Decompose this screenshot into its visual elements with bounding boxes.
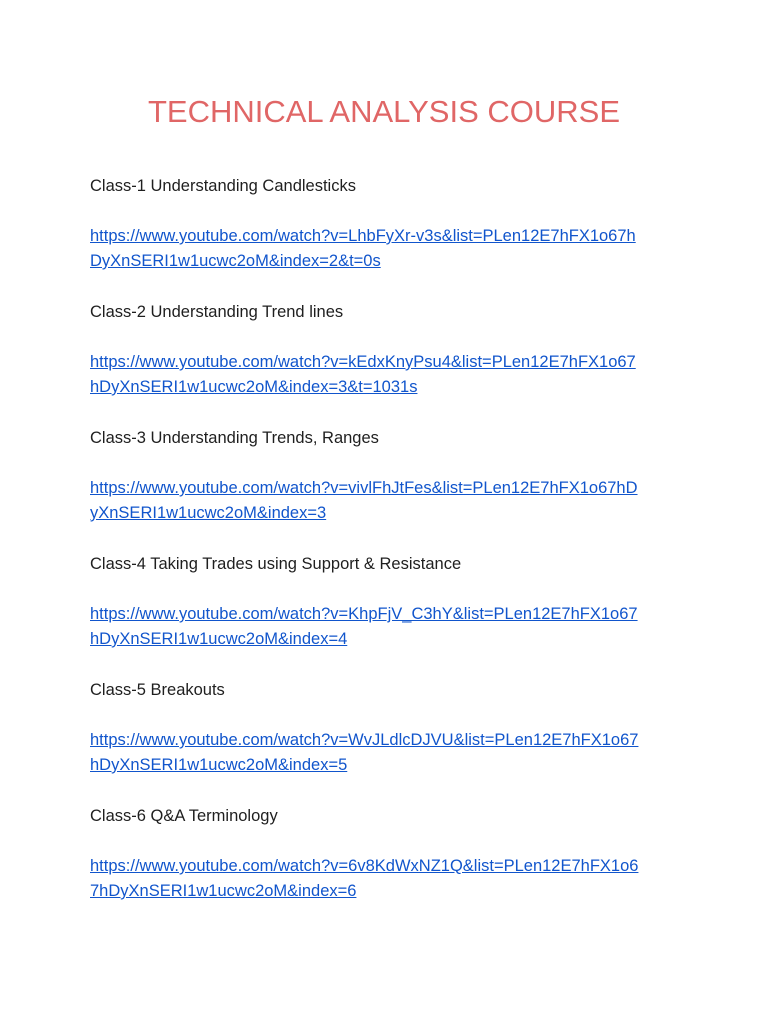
class-5-link-line-1: https://www.youtube.com/watch?v=WvJLdlcDJVU&list=PLen12E7hFX1o67: [90, 731, 639, 749]
class-2-link-line-2: hDyXnSERI1w1ucwc2oM&index=3&t=1031s: [90, 378, 418, 396]
class-5-heading: Class-5 Breakouts: [90, 681, 225, 699]
class-6-heading: Class-6 Q&A Terminology: [90, 807, 278, 825]
class-6-link-line-1: https://www.youtube.com/watch?v=6v8KdWxNZ1Q&list=PLen12E7hFX1o6: [90, 857, 639, 875]
class-3-link-line-1: https://www.youtube.com/watch?v=vivlFhJtFes&list=PLen12E7hFX1o67hD: [90, 479, 638, 497]
class-2-link-line-1: https://www.youtube.com/watch?v=kEdxKnyPsu4&list=PLen12E7hFX1o67: [90, 353, 636, 371]
class-1-link-line-1: https://www.youtube.com/watch?v=LhbFyXr-v3s&list=PLen12E7hFX1o67h: [90, 227, 636, 245]
class-6-link-line-2: 7hDyXnSERI1w1ucwc2oM&index=6: [90, 882, 357, 900]
class-1-link[interactable]: [90, 224, 690, 274]
class-4-link[interactable]: [90, 602, 690, 652]
class-1-link-line-2: DyXnSERI1w1ucwc2oM&index=2&t=0s: [90, 252, 381, 270]
class-3-heading: Class-3 Understanding Trends, Ranges: [90, 429, 379, 447]
class-4-heading: Class-4 Taking Trades using Support & Resistance: [90, 555, 462, 573]
class-5-link[interactable]: [90, 728, 690, 778]
class-6-link[interactable]: [90, 854, 690, 904]
class-3-link[interactable]: [90, 476, 690, 526]
class-4-link-line-2: hDyXnSERI1w1ucwc2oM&index=4: [90, 630, 348, 648]
class-1-heading: Class-1 Understanding Candlesticks: [90, 177, 356, 195]
class-2-heading: Class-2 Understanding Trend lines: [90, 303, 344, 321]
class-5-link-line-2: hDyXnSERI1w1ucwc2oM&index=5: [90, 756, 348, 774]
page-title: TECHNICAL ANALYSIS COURSE: [147, 94, 620, 129]
class-3-link-line-2: yXnSERI1w1ucwc2oM&index=3: [90, 504, 327, 522]
class-4-link-line-1: https://www.youtube.com/watch?v=KhpFjV_C3hY&list=PLen12E7hFX1o67: [90, 605, 638, 623]
class-2-link[interactable]: [90, 350, 690, 400]
